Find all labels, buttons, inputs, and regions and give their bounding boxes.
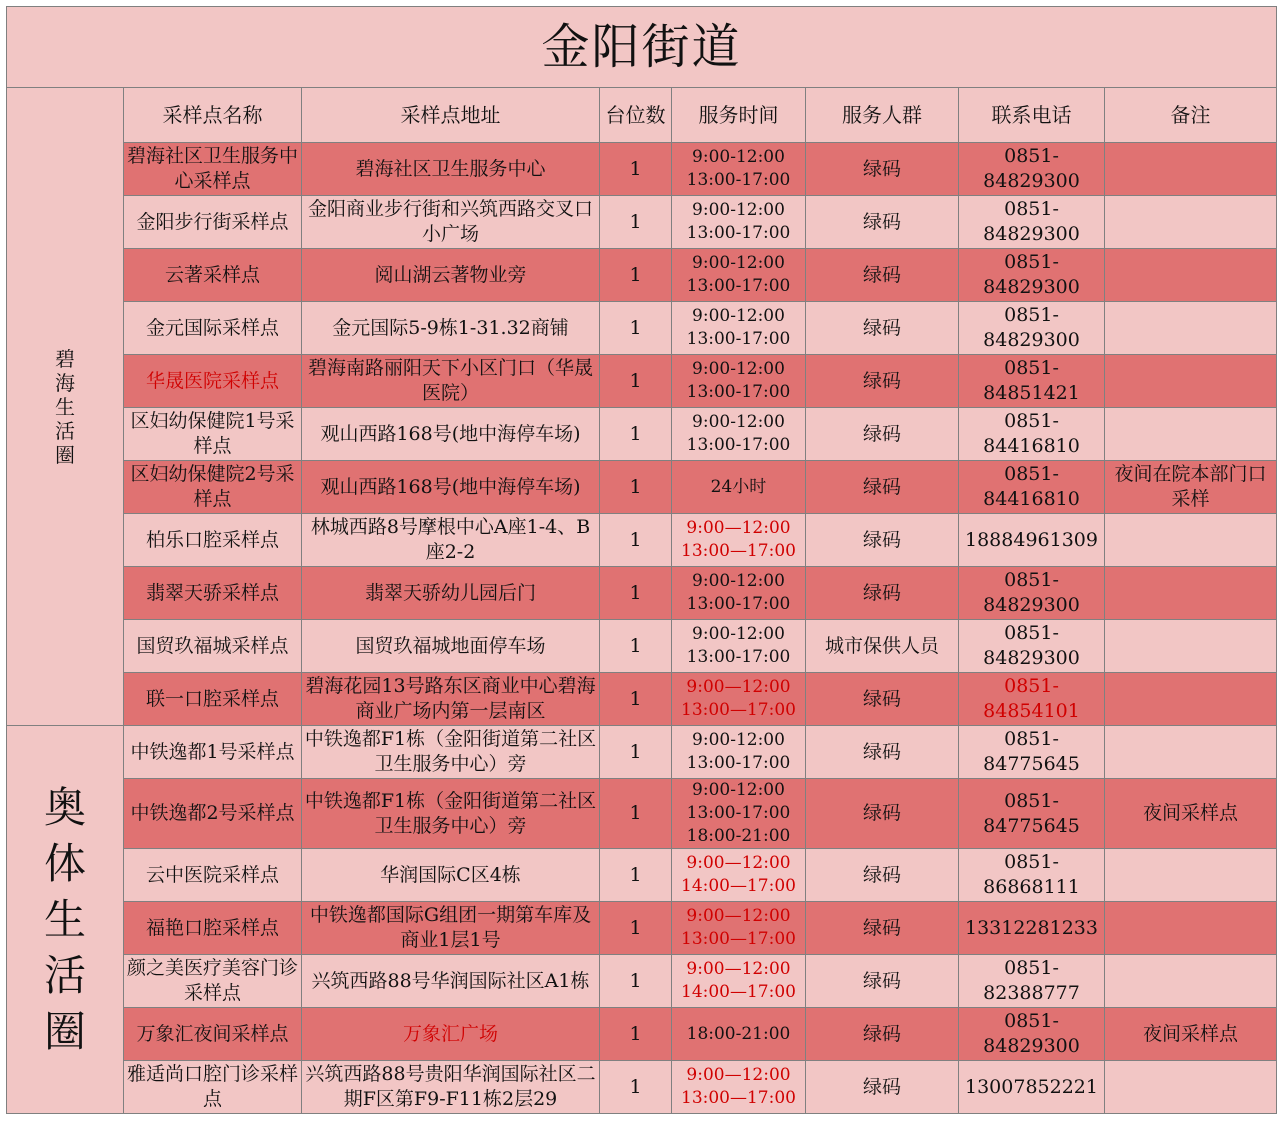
service-time: 9:00—12:00 14:00—17:00 <box>672 849 806 902</box>
station-count: 1 <box>600 902 672 955</box>
remark <box>1105 143 1277 196</box>
remark <box>1105 249 1277 302</box>
contact-phone: 0851-84416810 <box>959 461 1105 514</box>
contact-phone: 0851-84829300 <box>959 143 1105 196</box>
header-name: 采样点名称 <box>124 88 302 143</box>
service-time: 9:00-12:00 13:00-17:00 <box>672 408 806 461</box>
site-address: 国贸玖福城地面停车场 <box>302 620 600 673</box>
contact-phone: 18884961309 <box>959 514 1105 567</box>
station-count: 1 <box>600 567 672 620</box>
site-name: 云著采样点 <box>124 249 302 302</box>
service-time: 9:00-12:00 13:00-17:00 18:00-21:00 <box>672 779 806 849</box>
sampling-sites-table <box>6 6 1277 1114</box>
site-address: 兴筑西路88号贵阳华润国际社区二期F区第F9-F11栋2层29 <box>302 1061 600 1114</box>
table-row <box>7 514 1277 567</box>
service-group: 绿码 <box>806 955 959 1008</box>
site-address: 兴筑西路88号华润国际社区A1栋 <box>302 955 600 1008</box>
header-time: 服务时间 <box>672 88 806 143</box>
service-time: 9:00-12:00 13:00-17:00 <box>672 567 806 620</box>
header-count: 台位数 <box>600 88 672 143</box>
service-group: 绿码 <box>806 902 959 955</box>
service-time: 9:00-12:00 13:00-17:00 <box>672 302 806 355</box>
site-name: 国贸玖福城采样点 <box>124 620 302 673</box>
service-group: 城市保供人员 <box>806 620 959 673</box>
service-group: 绿码 <box>806 143 959 196</box>
service-group: 绿码 <box>806 849 959 902</box>
service-group: 绿码 <box>806 726 959 779</box>
site-address: 华润国际C区4栋 <box>302 849 600 902</box>
table-row <box>7 849 1277 902</box>
station-count: 1 <box>600 461 672 514</box>
contact-phone: 0851-84829300 <box>959 196 1105 249</box>
remark <box>1105 355 1277 408</box>
contact-phone: 0851-84829300 <box>959 1008 1105 1061</box>
site-address: 金元国际5-9栋1-31.32商铺 <box>302 302 600 355</box>
site-address: 碧海南路丽阳天下小区门口（华晟医院） <box>302 355 600 408</box>
site-name: 翡翠天骄采样点 <box>124 567 302 620</box>
site-name: 区妇幼保健院2号采样点 <box>124 461 302 514</box>
service-group: 绿码 <box>806 196 959 249</box>
table-row <box>7 779 1277 849</box>
remark: 夜间采样点 <box>1105 1008 1277 1061</box>
remark <box>1105 726 1277 779</box>
table-row <box>7 1008 1277 1061</box>
section-label-bihai: 碧 海 生 活 圈 <box>7 88 124 726</box>
table-row <box>7 461 1277 514</box>
service-group: 绿码 <box>806 249 959 302</box>
remark <box>1105 196 1277 249</box>
site-address: 中铁逸都国际G组团一期第车库及商业1层1号 <box>302 902 600 955</box>
service-time: 9:00—12:00 13:00—17:00 <box>672 902 806 955</box>
site-name: 金元国际采样点 <box>124 302 302 355</box>
site-address: 碧海花园13号路东区商业中心碧海商业广场内第一层南区 <box>302 673 600 726</box>
site-address: 林城西路8号摩根中心A座1-4、B座2-2 <box>302 514 600 567</box>
station-count: 1 <box>600 726 672 779</box>
site-address: 阅山湖云著物业旁 <box>302 249 600 302</box>
contact-phone: 0851-86868111 <box>959 849 1105 902</box>
remark: 夜间采样点 <box>1105 779 1277 849</box>
station-count: 1 <box>600 955 672 1008</box>
service-time: 9:00-12:00 13:00-17:00 <box>672 620 806 673</box>
contact-phone: 13312281233 <box>959 902 1105 955</box>
contact-phone: 0851-84829300 <box>959 620 1105 673</box>
remark <box>1105 1061 1277 1114</box>
contact-phone: 0851-84851421 <box>959 355 1105 408</box>
contact-phone: 0851-84829300 <box>959 302 1105 355</box>
site-name: 云中医院采样点 <box>124 849 302 902</box>
site-name: 雅适尚口腔门诊采样点 <box>124 1061 302 1114</box>
table-row <box>7 408 1277 461</box>
service-group: 绿码 <box>806 1008 959 1061</box>
remark <box>1105 302 1277 355</box>
site-address: 中铁逸都F1栋（金阳街道第二社区卫生服务中心）旁 <box>302 779 600 849</box>
table-row <box>7 673 1277 726</box>
site-address: 万象汇广场 <box>302 1008 600 1061</box>
site-name: 万象汇夜间采样点 <box>124 1008 302 1061</box>
contact-phone: 0851-84854101 <box>959 673 1105 726</box>
service-time: 9:00—12:00 14:00—17:00 <box>672 955 806 1008</box>
contact-phone: 0851-84775645 <box>959 779 1105 849</box>
site-name: 碧海社区卫生服务中心采样点 <box>124 143 302 196</box>
remark <box>1105 902 1277 955</box>
site-address: 金阳商业步行街和兴筑西路交叉口小广场 <box>302 196 600 249</box>
station-count: 1 <box>600 514 672 567</box>
service-group: 绿码 <box>806 408 959 461</box>
service-time: 9:00-12:00 13:00-17:00 <box>672 249 806 302</box>
remark <box>1105 408 1277 461</box>
contact-phone: 0851-84829300 <box>959 567 1105 620</box>
site-address: 翡翠天骄幼儿园后门 <box>302 567 600 620</box>
table-row <box>7 355 1277 408</box>
remark <box>1105 955 1277 1008</box>
contact-phone: 0851-82388777 <box>959 955 1105 1008</box>
station-count: 1 <box>600 673 672 726</box>
table-row <box>7 143 1277 196</box>
site-address: 碧海社区卫生服务中心 <box>302 143 600 196</box>
service-time: 9:00-12:00 13:00-17:00 <box>672 143 806 196</box>
station-count: 1 <box>600 196 672 249</box>
site-address: 观山西路168号(地中海停车场) <box>302 408 600 461</box>
section-label-aoti: 奥 体 生 活 圈 <box>7 726 124 1114</box>
station-count: 1 <box>600 849 672 902</box>
service-group: 绿码 <box>806 355 959 408</box>
service-time: 9:00-12:00 13:00-17:00 <box>672 196 806 249</box>
table-row <box>7 726 1277 779</box>
remark <box>1105 849 1277 902</box>
contact-phone: 0851-84829300 <box>959 249 1105 302</box>
site-name: 中铁逸都2号采样点 <box>124 779 302 849</box>
service-time: 18:00-21:00 <box>672 1008 806 1061</box>
header-phone: 联系电话 <box>959 88 1105 143</box>
remark <box>1105 567 1277 620</box>
station-count: 1 <box>600 355 672 408</box>
site-address: 观山西路168号(地中海停车场) <box>302 461 600 514</box>
header-address: 采样点地址 <box>302 88 600 143</box>
table-row <box>7 567 1277 620</box>
remark <box>1105 620 1277 673</box>
service-group: 绿码 <box>806 461 959 514</box>
page-title: 金阳街道 <box>7 7 1277 88</box>
table-row <box>7 620 1277 673</box>
site-name: 中铁逸都1号采样点 <box>124 726 302 779</box>
contact-phone: 0851-84775645 <box>959 726 1105 779</box>
site-name: 福艳口腔采样点 <box>124 902 302 955</box>
service-time: 24小时 <box>672 461 806 514</box>
site-name: 联一口腔采样点 <box>124 673 302 726</box>
service-group: 绿码 <box>806 779 959 849</box>
contact-phone: 0851-84416810 <box>959 408 1105 461</box>
site-name: 颜之美医疗美容门诊采样点 <box>124 955 302 1008</box>
table-row <box>7 1061 1277 1114</box>
station-count: 1 <box>600 1061 672 1114</box>
site-name: 金阳步行街采样点 <box>124 196 302 249</box>
table-row <box>7 196 1277 249</box>
service-group: 绿码 <box>806 302 959 355</box>
service-time: 9:00—12:00 13:00—17:00 <box>672 673 806 726</box>
remark: 夜间在院本部门口采样 <box>1105 461 1277 514</box>
service-time: 9:00-12:00 13:00-17:00 <box>672 726 806 779</box>
station-count: 1 <box>600 1008 672 1061</box>
service-time: 9:00—12:00 13:00—17:00 <box>672 1061 806 1114</box>
station-count: 1 <box>600 408 672 461</box>
remark <box>1105 514 1277 567</box>
service-group: 绿码 <box>806 514 959 567</box>
header-group: 服务人群 <box>806 88 959 143</box>
table-row <box>7 955 1277 1008</box>
contact-phone: 13007852221 <box>959 1061 1105 1114</box>
site-name: 柏乐口腔采样点 <box>124 514 302 567</box>
station-count: 1 <box>600 302 672 355</box>
service-group: 绿码 <box>806 567 959 620</box>
station-count: 1 <box>600 620 672 673</box>
site-name: 区妇幼保健院1号采样点 <box>124 408 302 461</box>
remark <box>1105 673 1277 726</box>
table-row <box>7 902 1277 955</box>
station-count: 1 <box>600 779 672 849</box>
service-group: 绿码 <box>806 673 959 726</box>
service-time: 9:00-12:00 13:00-17:00 <box>672 355 806 408</box>
table-row <box>7 302 1277 355</box>
table-row <box>7 249 1277 302</box>
station-count: 1 <box>600 143 672 196</box>
service-time: 9:00—12:00 13:00—17:00 <box>672 514 806 567</box>
site-address: 中铁逸都F1栋（金阳街道第二社区卫生服务中心）旁 <box>302 726 600 779</box>
site-name: 华晟医院采样点 <box>124 355 302 408</box>
station-count: 1 <box>600 249 672 302</box>
header-row <box>7 88 1277 143</box>
header-note: 备注 <box>1105 88 1277 143</box>
service-group: 绿码 <box>806 1061 959 1114</box>
